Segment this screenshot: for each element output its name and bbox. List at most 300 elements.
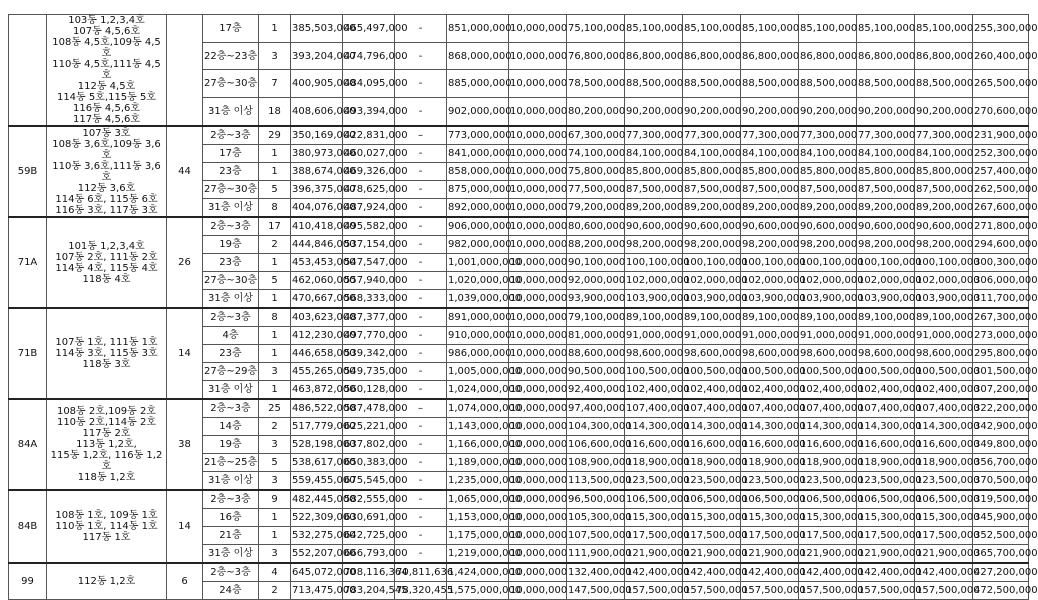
interim-4-cell: 100,500,000 xyxy=(799,363,857,381)
interim-6-cell: 84,100,000 xyxy=(915,145,973,163)
interim-1-cell: 114,300,000 xyxy=(625,418,683,436)
building-line: 114동 5호,115동 5호 xyxy=(56,92,157,103)
supply-price-cell: 885,000,000 xyxy=(447,70,509,98)
contract-balance-cell: 90,100,000 xyxy=(567,254,625,272)
contract-deposit-cell: 10,000,000 xyxy=(509,290,567,309)
building-price-cell: 547,547,000 xyxy=(343,254,395,272)
floor-cell: 2층~3층 xyxy=(203,217,259,236)
contract-balance-cell: 77,500,000 xyxy=(567,181,625,199)
interim-2-cell: 89,100,000 xyxy=(683,308,741,327)
interim-2-cell: 100,500,000 xyxy=(683,363,741,381)
table-row xyxy=(9,15,1029,43)
contract-balance-cell: 79,100,000 xyxy=(567,308,625,327)
balance-cell: 322,200,000 xyxy=(973,399,1029,418)
contract-deposit-cell: 10,000,000 xyxy=(509,126,567,145)
balance-cell: 252,300,000 xyxy=(973,145,1029,163)
floor-cell: 2층~3층 xyxy=(203,490,259,509)
interim-2-cell: 91,000,000 xyxy=(683,327,741,345)
supply-price-cell: 1,065,000,000 xyxy=(447,490,509,509)
floor-cell: 17층 xyxy=(203,15,259,43)
balance-cell: 342,900,000 xyxy=(973,418,1029,436)
floor-cell: 27층~30층 xyxy=(203,272,259,290)
unit-count-cell: 6 xyxy=(167,563,203,600)
building-price-cell: 495,582,000 xyxy=(343,217,395,236)
interim-5-cell: 88,500,000 xyxy=(857,70,915,98)
building-line: 117동 4,5,6호 xyxy=(72,114,141,125)
option-cell: - xyxy=(395,454,447,472)
supply-price-cell: 841,000,000 xyxy=(447,145,509,163)
building-price-cell: 549,735,000 xyxy=(343,363,395,381)
interim-6-cell: 142,400,000 xyxy=(915,563,973,582)
building-line: 118동 1,2호 xyxy=(77,472,136,483)
supply-price-cell: 892,000,000 xyxy=(447,199,509,218)
supply-price-cell: 1,166,000,000 xyxy=(447,436,509,454)
contract-balance-cell: 96,500,000 xyxy=(567,490,625,509)
land-price-cell: 380,973,000 xyxy=(291,145,343,163)
contract-deposit-cell: 10,000,000 xyxy=(509,145,567,163)
building-price-cell: 557,940,000 xyxy=(343,272,395,290)
interim-3-cell: 114,300,000 xyxy=(741,418,799,436)
balance-cell: 270,600,000 xyxy=(973,98,1029,126)
building-line: 116동 3호, 117동 3호 xyxy=(55,204,158,216)
interim-3-cell: 100,500,000 xyxy=(741,363,799,381)
interim-4-cell: 123,500,000 xyxy=(799,472,857,491)
interim-5-cell: 100,100,000 xyxy=(857,254,915,272)
interim-1-cell: 102,000,000 xyxy=(625,272,683,290)
building-price-cell: 708,116,364 xyxy=(343,563,395,582)
interim-6-cell: 85,800,000 xyxy=(915,163,973,181)
contract-balance-cell: 80,200,000 xyxy=(567,98,625,126)
building-line: 112동 4,5호 xyxy=(77,81,136,92)
supply-price-cell: 851,000,000 xyxy=(447,15,509,43)
interim-6-cell: 157,500,000 xyxy=(915,582,973,600)
supply-price-cell: 773,000,000 xyxy=(447,126,509,145)
contract-balance-cell: 108,900,000 xyxy=(567,454,625,472)
count-cell: 1 xyxy=(259,290,291,309)
contract-balance-cell: 75,100,000 xyxy=(567,15,625,43)
interim-5-cell: 90,200,000 xyxy=(857,98,915,126)
option-cell: - xyxy=(395,70,447,98)
floor-cell: 19층 xyxy=(203,436,259,454)
interim-2-cell: 115,300,000 xyxy=(683,509,741,527)
interim-5-cell: 107,400,000 xyxy=(857,399,915,418)
building-line: 112동 1,2호 xyxy=(77,576,136,587)
land-price-cell: 645,072,000 xyxy=(291,563,343,582)
building-line: 110동 2호,114동 2호 xyxy=(56,417,157,428)
contract-balance-cell: 80,600,000 xyxy=(567,217,625,236)
interim-6-cell: 100,500,000 xyxy=(915,363,973,381)
interim-4-cell: 116,600,000 xyxy=(799,436,857,454)
building-line: 112동 3,6호 xyxy=(77,182,136,194)
land-price-cell: 350,169,000 xyxy=(291,126,343,145)
building-line: 107동 4,5,6호 xyxy=(72,26,141,37)
interim-5-cell: 84,100,000 xyxy=(857,145,915,163)
balance-cell: 265,500,000 xyxy=(973,70,1029,98)
contract-deposit-cell: 10,000,000 xyxy=(509,42,567,70)
option-cell: - xyxy=(395,418,447,436)
supply-price-cell: 891,000,000 xyxy=(447,308,509,327)
interim-2-cell: 157,500,000 xyxy=(683,582,741,600)
interim-5-cell: 89,100,000 xyxy=(857,308,915,327)
unit-type-cell xyxy=(9,15,47,127)
interim-1-cell: 121,900,000 xyxy=(625,545,683,564)
count-cell: 3 xyxy=(259,545,291,564)
land-price-cell: 410,418,000 xyxy=(291,217,343,236)
land-price-cell: 412,230,000 xyxy=(291,327,343,345)
interim-2-cell: 98,200,000 xyxy=(683,236,741,254)
building-line: 118동 3호 xyxy=(82,359,131,370)
contract-deposit-cell: 10,000,000 xyxy=(509,545,567,564)
supply-price-cell: 858,000,000 xyxy=(447,163,509,181)
balance-cell: 307,200,000 xyxy=(973,381,1029,400)
interim-1-cell: 88,500,000 xyxy=(625,70,683,98)
interim-4-cell: 115,300,000 xyxy=(799,509,857,527)
supply-price-cell: 1,001,000,000 xyxy=(447,254,509,272)
interim-6-cell: 118,900,000 xyxy=(915,454,973,472)
interim-5-cell: 91,000,000 xyxy=(857,327,915,345)
supply-price-cell: 1,219,000,000 xyxy=(447,545,509,564)
interim-4-cell: 142,400,000 xyxy=(799,563,857,582)
contract-deposit-cell: 10,000,000 xyxy=(509,490,567,509)
land-price-cell: 385,503,000 xyxy=(291,15,343,43)
count-cell: 17 xyxy=(259,217,291,236)
contract-deposit-cell: 10,000,000 xyxy=(509,236,567,254)
balance-cell: 271,800,000 xyxy=(973,217,1029,236)
interim-6-cell: 107,400,000 xyxy=(915,399,973,418)
supply-price-cell: 1,005,000,000 xyxy=(447,363,509,381)
contract-deposit-cell: 10,000,000 xyxy=(509,199,567,218)
contract-deposit-cell: 10,000,000 xyxy=(509,181,567,199)
interim-6-cell: 90,200,000 xyxy=(915,98,973,126)
floor-cell: 23층 xyxy=(203,163,259,181)
contract-deposit-cell: 10,000,000 xyxy=(509,217,567,236)
contract-deposit-cell: 10,000,000 xyxy=(509,454,567,472)
contract-balance-cell: 74,100,000 xyxy=(567,145,625,163)
contract-balance-cell: 67,300,000 xyxy=(567,126,625,145)
balance-cell: 267,600,000 xyxy=(973,199,1029,218)
floor-cell: 27층~30층 xyxy=(203,181,259,199)
land-price-cell: 470,667,000 xyxy=(291,290,343,309)
contract-balance-cell: 106,600,000 xyxy=(567,436,625,454)
interim-2-cell: 89,200,000 xyxy=(683,199,741,218)
interim-4-cell: 90,600,000 xyxy=(799,217,857,236)
floor-cell: 27층~30층 xyxy=(203,70,259,98)
interim-1-cell: 91,000,000 xyxy=(625,327,683,345)
building-line: 115동 1,2호, 116동 1,2호 xyxy=(50,450,163,472)
supply-price-cell: 982,000,000 xyxy=(447,236,509,254)
supply-price-cell: 1,143,000,000 xyxy=(447,418,509,436)
interim-5-cell: 100,500,000 xyxy=(857,363,915,381)
balance-cell: 231,900,000 xyxy=(973,126,1029,145)
interim-6-cell: 98,600,000 xyxy=(915,345,973,363)
interim-6-cell: 103,900,000 xyxy=(915,290,973,309)
interim-5-cell: 86,800,000 xyxy=(857,42,915,70)
interim-5-cell: 106,500,000 xyxy=(857,490,915,509)
interim-4-cell: 86,800,000 xyxy=(799,42,857,70)
balance-cell: 345,900,000 xyxy=(973,509,1029,527)
unit-count-cell: 14 xyxy=(167,490,203,563)
count-cell: 1 xyxy=(259,163,291,181)
building-price-cell: 487,377,000 xyxy=(343,308,395,327)
count-cell: 3 xyxy=(259,436,291,454)
contract-balance-cell: 113,500,000 xyxy=(567,472,625,491)
building-line: 107동 3호 xyxy=(82,127,131,139)
option-cell: - xyxy=(395,345,447,363)
contract-balance-cell: 78,500,000 xyxy=(567,70,625,98)
option-cell: - xyxy=(395,42,447,70)
interim-5-cell: 114,300,000 xyxy=(857,418,915,436)
interim-3-cell: 98,600,000 xyxy=(741,345,799,363)
building-price-cell: 493,394,000 xyxy=(343,98,395,126)
interim-6-cell: 87,500,000 xyxy=(915,181,973,199)
contract-deposit-cell: 10,000,000 xyxy=(509,436,567,454)
interim-4-cell: 98,200,000 xyxy=(799,236,857,254)
land-price-cell: 444,846,000 xyxy=(291,236,343,254)
unit-count-cell: 26 xyxy=(167,217,203,308)
interim-1-cell: 118,900,000 xyxy=(625,454,683,472)
land-price-cell: 396,375,000 xyxy=(291,181,343,199)
supply-price-cell: 1,153,000,000 xyxy=(447,509,509,527)
contract-deposit-cell: 10,000,000 xyxy=(509,399,567,418)
building-line: 114동 3호, 115동 3호 xyxy=(55,348,158,359)
floor-cell: 2층~3층 xyxy=(203,399,259,418)
balance-cell: 472,500,000 xyxy=(973,582,1029,600)
floor-cell: 24층 xyxy=(203,582,259,600)
interim-6-cell: 102,400,000 xyxy=(915,381,973,400)
supply-price-cell: 875,000,000 xyxy=(447,181,509,199)
balance-cell: 257,400,000 xyxy=(973,163,1029,181)
building-line: 117동 1호 xyxy=(82,532,131,543)
building-price-cell: 630,691,000 xyxy=(343,509,395,527)
interim-1-cell: 157,500,000 xyxy=(625,582,683,600)
interim-3-cell: 87,500,000 xyxy=(741,181,799,199)
building-line: 110동 1호, 114동 1호 xyxy=(55,521,158,532)
land-price-cell: 482,445,000 xyxy=(291,490,343,509)
building-price-cell: 487,924,000 xyxy=(343,199,395,218)
interim-3-cell: 107,400,000 xyxy=(741,399,799,418)
interim-2-cell: 84,100,000 xyxy=(683,145,741,163)
count-cell: 7 xyxy=(259,70,291,98)
interim-5-cell: 85,100,000 xyxy=(857,15,915,43)
interim-5-cell: 142,400,000 xyxy=(857,563,915,582)
balance-cell: 370,500,000 xyxy=(973,472,1029,491)
interim-4-cell: 157,500,000 xyxy=(799,582,857,600)
contract-balance-cell: 88,200,000 xyxy=(567,236,625,254)
building-price-cell: 783,204,545 xyxy=(343,582,395,600)
interim-2-cell: 102,400,000 xyxy=(683,381,741,400)
supply-price-cell: 1,024,000,000 xyxy=(447,381,509,400)
interim-2-cell: 90,200,000 xyxy=(683,98,741,126)
interim-6-cell: 89,200,000 xyxy=(915,199,973,218)
building-price-cell: 539,342,000 xyxy=(343,345,395,363)
contract-balance-cell: 93,900,000 xyxy=(567,290,625,309)
floor-cell: 27층~29층 xyxy=(203,363,259,381)
interim-6-cell: 123,500,000 xyxy=(915,472,973,491)
balance-cell: 262,500,000 xyxy=(973,181,1029,199)
interim-2-cell: 86,800,000 xyxy=(683,42,741,70)
floor-cell: 14층 xyxy=(203,418,259,436)
count-cell: 1 xyxy=(259,527,291,545)
buildings-cell xyxy=(47,126,167,217)
interim-1-cell: 84,100,000 xyxy=(625,145,683,163)
option-cell: - xyxy=(395,527,447,545)
interim-3-cell: 100,100,000 xyxy=(741,254,799,272)
building-price-cell: 465,497,000 xyxy=(343,15,395,43)
contract-deposit-cell: 10,000,000 xyxy=(509,582,567,600)
count-cell: 1 xyxy=(259,345,291,363)
interim-3-cell: 77,300,000 xyxy=(741,126,799,145)
land-price-cell: 393,204,000 xyxy=(291,42,343,70)
balance-cell: 255,300,000 xyxy=(973,15,1029,43)
interim-1-cell: 85,100,000 xyxy=(625,15,683,43)
interim-1-cell: 77,300,000 xyxy=(625,126,683,145)
building-line: 101동 1,2,3,4호 xyxy=(68,240,145,252)
building-price-cell: 650,383,000 xyxy=(343,454,395,472)
interim-6-cell: 121,900,000 xyxy=(915,545,973,564)
price-table xyxy=(8,14,1038,600)
floor-cell: 2층~3층 xyxy=(203,126,259,145)
count-cell: 29 xyxy=(259,126,291,145)
unit-count-cell: 14 xyxy=(167,308,203,399)
balance-cell: 306,000,000 xyxy=(973,272,1029,290)
interim-1-cell: 123,500,000 xyxy=(625,472,683,491)
count-cell: 8 xyxy=(259,308,291,327)
building-line: 110동 3,6호,111동 3,6호 xyxy=(52,160,161,183)
unit-type-cell: 71A xyxy=(9,217,47,308)
buildings-cell xyxy=(47,308,167,399)
floor-cell: 2층~3층 xyxy=(203,563,259,582)
interim-3-cell: 106,500,000 xyxy=(741,490,799,509)
buildings-cell xyxy=(47,217,167,308)
building-price-cell: 497,770,000 xyxy=(343,327,395,345)
floor-cell: 31층 이상 xyxy=(203,545,259,564)
contract-deposit-cell: 10,000,000 xyxy=(509,527,567,545)
contract-deposit-cell: 10,000,000 xyxy=(509,15,567,43)
interim-4-cell: 85,100,000 xyxy=(799,15,857,43)
balance-cell: 294,600,000 xyxy=(973,236,1029,254)
building-line: 116동 4,5,6호 xyxy=(72,103,141,114)
interim-3-cell: 103,900,000 xyxy=(741,290,799,309)
floor-cell: 4층 xyxy=(203,327,259,345)
interim-2-cell: 118,900,000 xyxy=(683,454,741,472)
balance-cell: 295,800,000 xyxy=(973,345,1029,363)
supply-price-cell: 1,039,000,000 xyxy=(447,290,509,309)
interim-4-cell: 85,800,000 xyxy=(799,163,857,181)
interim-6-cell: 98,200,000 xyxy=(915,236,973,254)
interim-1-cell: 85,800,000 xyxy=(625,163,683,181)
interim-4-cell: 77,300,000 xyxy=(799,126,857,145)
land-price-cell: 552,207,000 xyxy=(291,545,343,564)
interim-4-cell: 91,000,000 xyxy=(799,327,857,345)
count-cell: 8 xyxy=(259,199,291,218)
count-cell: 25 xyxy=(259,399,291,418)
interim-1-cell: 142,400,000 xyxy=(625,563,683,582)
interim-5-cell: 85,800,000 xyxy=(857,163,915,181)
interim-1-cell: 102,400,000 xyxy=(625,381,683,400)
floor-cell: 22층~23층 xyxy=(203,42,259,70)
unit-count-cell: 38 xyxy=(167,399,203,490)
land-price-cell: 486,522,000 xyxy=(291,399,343,418)
land-price-cell: 455,265,000 xyxy=(291,363,343,381)
interim-3-cell: 88,500,000 xyxy=(741,70,799,98)
interim-4-cell: 90,200,000 xyxy=(799,98,857,126)
building-price-cell: 422,831,000 xyxy=(343,126,395,145)
balance-cell: 349,800,000 xyxy=(973,436,1029,454)
interim-4-cell: 84,100,000 xyxy=(799,145,857,163)
balance-cell: 365,700,000 xyxy=(973,545,1029,564)
contract-deposit-cell: 10,000,000 xyxy=(509,98,567,126)
building-line: 103동 1,2,3,4호 xyxy=(68,15,145,26)
interim-2-cell: 117,500,000 xyxy=(683,527,741,545)
building-price-cell: 625,221,000 xyxy=(343,418,395,436)
floor-cell: 19층 xyxy=(203,236,259,254)
count-cell: 18 xyxy=(259,98,291,126)
contract-balance-cell: 92,400,000 xyxy=(567,381,625,400)
land-price-cell: 463,872,000 xyxy=(291,381,343,400)
interim-4-cell: 98,600,000 xyxy=(799,345,857,363)
floor-cell: 21층 xyxy=(203,527,259,545)
interim-5-cell: 115,300,000 xyxy=(857,509,915,527)
building-price-cell: 666,793,000 xyxy=(343,545,395,564)
interim-3-cell: 115,300,000 xyxy=(741,509,799,527)
interim-6-cell: 88,500,000 xyxy=(915,70,973,98)
interim-2-cell: 77,300,000 xyxy=(683,126,741,145)
land-price-cell: 532,275,000 xyxy=(291,527,343,545)
floor-cell: 31층 이상 xyxy=(203,472,259,491)
land-price-cell: 517,779,000 xyxy=(291,418,343,436)
interim-3-cell: 89,100,000 xyxy=(741,308,799,327)
interim-5-cell: 121,900,000 xyxy=(857,545,915,564)
interim-6-cell: 115,300,000 xyxy=(915,509,973,527)
interim-6-cell: 114,300,000 xyxy=(915,418,973,436)
interim-5-cell: 98,200,000 xyxy=(857,236,915,254)
contract-deposit-cell: 10,000,000 xyxy=(509,254,567,272)
interim-1-cell: 98,200,000 xyxy=(625,236,683,254)
interim-4-cell: 121,900,000 xyxy=(799,545,857,564)
table-row xyxy=(9,399,1029,418)
interim-4-cell: 106,500,000 xyxy=(799,490,857,509)
option-cell: - xyxy=(395,363,447,381)
balance-cell: 273,000,000 xyxy=(973,327,1029,345)
interim-6-cell: 90,600,000 xyxy=(915,217,973,236)
interim-4-cell: 87,500,000 xyxy=(799,181,857,199)
interim-3-cell: 85,800,000 xyxy=(741,163,799,181)
interim-1-cell: 103,900,000 xyxy=(625,290,683,309)
supply-price-cell: 1,074,000,000 xyxy=(447,399,509,418)
balance-cell: 300,300,000 xyxy=(973,254,1029,272)
unit-type-cell: 99 xyxy=(9,563,47,600)
interim-2-cell: 107,400,000 xyxy=(683,399,741,418)
buildings-cell xyxy=(47,490,167,563)
building-price-cell: 675,545,000 xyxy=(343,472,395,491)
interim-3-cell: 102,000,000 xyxy=(741,272,799,290)
interim-3-cell: 117,500,000 xyxy=(741,527,799,545)
balance-cell: 267,300,000 xyxy=(973,308,1029,327)
building-price-cell: 484,095,000 xyxy=(343,70,395,98)
option-cell: - xyxy=(395,272,447,290)
contract-balance-cell: 97,400,000 xyxy=(567,399,625,418)
interim-3-cell: 90,600,000 xyxy=(741,217,799,236)
land-price-cell: 713,475,000 xyxy=(291,582,343,600)
count-cell: 2 xyxy=(259,418,291,436)
contract-balance-cell: 105,300,000 xyxy=(567,509,625,527)
unit-count-cell: 44 xyxy=(167,126,203,217)
option-cell: - xyxy=(395,181,447,199)
count-cell: 1 xyxy=(259,254,291,272)
land-price-cell: 400,905,000 xyxy=(291,70,343,98)
count-cell: 3 xyxy=(259,42,291,70)
interim-4-cell: 114,300,000 xyxy=(799,418,857,436)
